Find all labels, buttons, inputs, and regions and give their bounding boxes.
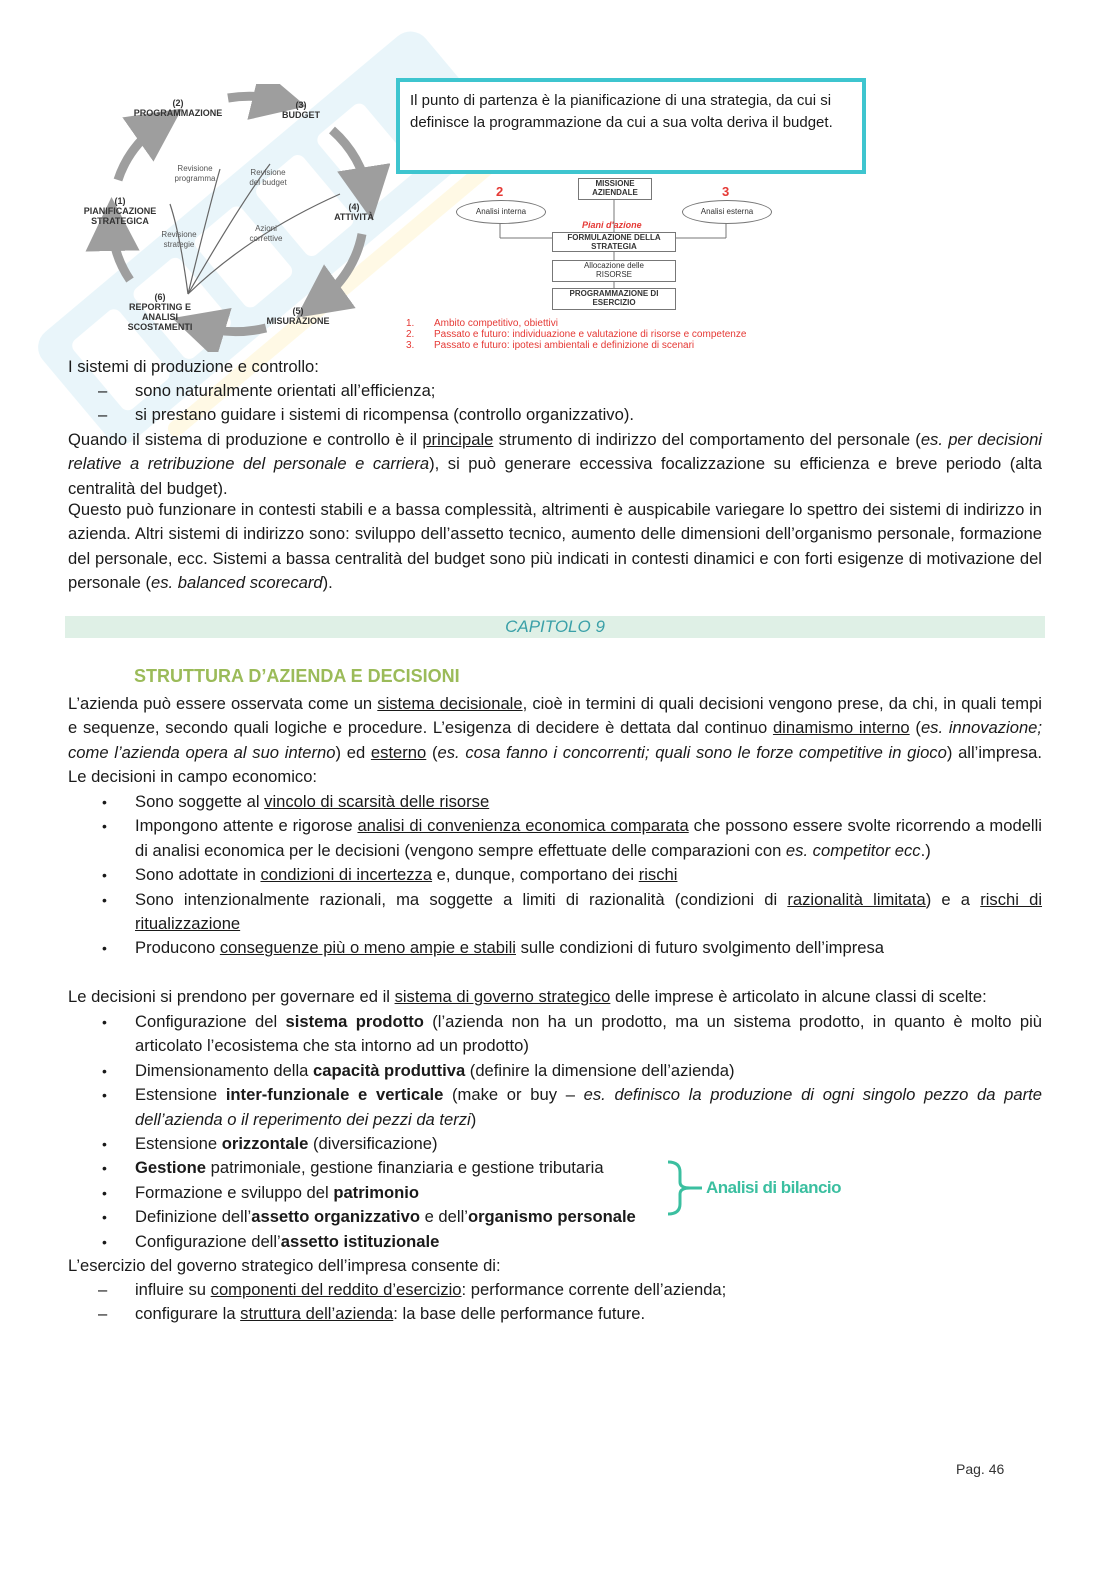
list-item: • Sono adottate in condizioni di incertezza e, dunque, comportano dei rischi	[102, 865, 678, 885]
analisi-bilancio-annotation: Analisi di bilancio	[706, 1178, 842, 1197]
cycle-step-reporting: (6) REPORTING E ANALISI SCOSTAMENTI	[127, 292, 193, 332]
list-item: • Impongono attente e rigorose analisi di convenienza economica comparata che possono essere svolte ricorrendo a modelli di analisi economica per le decisioni (vengono sempre effettuate delle comparazioni con es. competitor ecc.)	[102, 816, 1042, 860]
paragraph-5: Le decisioni si prendono per governare ed il sistema di governo strategico delle imprese è articolato in alcune classi di scelte:	[68, 987, 987, 1006]
list-item: • Estensione orizzontale (diversificazione)	[102, 1134, 438, 1154]
cycle-step-programmazione: (2) PROGRAMMAZIONE	[133, 98, 223, 118]
cycle-azioni-correttive: Azioni correttive	[249, 224, 283, 243]
dash-list-1	[68, 379, 1042, 428]
page-number: Pag. 46	[956, 1461, 1005, 1477]
list-item: – sono naturalmente orientati all’efficienza;	[98, 381, 436, 400]
legend-item: 2. Passato e futuro: individuazione e valutazione di risorse e competenze	[406, 329, 747, 340]
cycle-revisione-programma: Revisione programma	[174, 164, 216, 183]
cycle-step-budget: (3) BUDGET	[282, 100, 320, 120]
list-item: • Sono intenzionalmente razionali, ma soggette a limiti di razionalità (condizioni di razionalità limitata) e a rischi di ritualizzazione	[102, 889, 1043, 934]
list-item: • Estensione inter-funzionale e verticale (make or buy – es. definisco la produzione di ogni singolo pezzo da parte dell’azienda o il reperimento dei pezzi da terzi)	[102, 1085, 1042, 1129]
paragraph-2: Quando il sistema di produzione e controllo è il principale strumento di indirizzo del comportamento del personale (es. per decisioni relative a retribuzione del personale e carriera), si può generare eccessiva focalizzazione su efficienza e breve periodo (alta centralità del budget).	[68, 430, 1042, 498]
bullet-list-decisions	[68, 790, 1042, 961]
bullet-list-choices	[68, 1010, 1042, 1254]
chapter-header	[65, 616, 1045, 638]
analisi-esterna-oval: Analisi esterna	[682, 200, 772, 224]
list-item: • Gestione patrimoniale, gestione finanziaria e gestione tributaria	[102, 1158, 604, 1178]
legend-item: 1. Ambito competitivo, obiettivi	[406, 318, 558, 329]
allocazione-risorse-box: Allocazione delle RISORSE	[552, 260, 676, 282]
cycle-revisione-strategie: Revisione strategie	[161, 230, 197, 249]
planning-cycle-diagram	[70, 84, 390, 352]
list-item: • Formazione e sviluppo del patrimonio	[102, 1182, 420, 1202]
list-item: – si prestano guidare i sistemi di ricompensa (controllo organizzativo).	[98, 405, 634, 425]
formulazione-strategia-box: FORMULAZIONE DELLA STRATEGIA	[552, 232, 676, 252]
strategy-num-3: 3	[722, 184, 730, 199]
list-item: • Configurazione dell’assetto istituzionale	[102, 1231, 440, 1251]
strategy-num-2: 2	[496, 184, 504, 199]
strategy-legend	[406, 318, 746, 351]
list-item: • Configurazione del sistema prodotto (l’azienda non ha un prodotto, ma un sistema prodotto, in quanto è molto più articolato l’ecosistema che sta intorno ad un prodotto)	[102, 1012, 1043, 1056]
list-item: – configurare la struttura dell’azienda: la base delle performance future.	[98, 1304, 646, 1324]
list-item: – influire su componenti del reddito d’esercizio: performance corrente dell’azienda;	[98, 1280, 727, 1299]
piani-azione-label: Piani d'azione	[582, 220, 642, 230]
legend-item: 3. Passato e futuro: ipotesi ambientali e definizione di scenari	[406, 340, 695, 351]
paragraph-6: L’esercizio del governo strategico dell’impresa consente di:	[68, 1256, 501, 1275]
list-item: • Sono soggette al vincolo di scarsità delle risorse	[102, 792, 490, 811]
curly-bracket-icon	[664, 1160, 704, 1216]
analisi-interna-oval: Analisi interna	[456, 200, 546, 224]
dash-list-2	[68, 1278, 1042, 1327]
section-title: STRUTTURA D’AZIENDA E DECISIONI	[134, 666, 460, 686]
list-item: • Definizione dell’assetto organizzativo e dell’organismo personale	[102, 1207, 636, 1227]
cycle-step-pianificazione: (1) PIANIFICAZIONE STRATEGICA	[83, 196, 157, 226]
paragraph-4: L’azienda può essere osservata come un sistema decisionale, cioè in termini di quali decisioni vengono prese, da chi, in quali tempi e sequenze, secondo quali logiche e procedure. L’esigenza di decidere è dettata dal continuo dinamismo interno (es. innovazione; come l’azienda opera al suo interno) ed esterno (es. cosa fanno i concorrenti; quali sono le forze competitive in gioco) all’impresa. Le decisioni in campo economico:	[68, 694, 1043, 787]
cycle-step-attivita: (4) ATTIVITÀ	[334, 202, 374, 222]
callout-box: Il punto di partenza è la pianificazione di una strategia, da cui si definisce la programmazione da cui a sua volta deriva il budget.	[396, 78, 866, 174]
list-item: • Dimensionamento della capacità produttiva (definire la dimensione dell’azienda)	[102, 1060, 735, 1080]
list-item: • Producono conseguenze più o meno ampie e stabili sulle condizioni di futuro svolgimento dell’impresa	[102, 938, 885, 958]
paragraph-intro: I sistemi di produzione e controllo:	[68, 357, 319, 376]
cycle-revisione-budget: Revisione del budget	[249, 168, 287, 187]
missione-aziendale-box: MISSIONE AZIENDALE	[578, 178, 652, 200]
programmazione-esercizio-box: PROGRAMMAZIONE DI ESERCIZIO	[552, 288, 676, 310]
cycle-step-misurazione: (5) MISURAZIONE	[266, 306, 330, 326]
chapter-title: CAPITOLO 9	[505, 617, 605, 636]
paragraph-3: Questo può funzionare in contesti stabili e a bassa complessità, altrimenti è auspicabile variegare lo spettro dei sistemi di indirizzo in azienda. Altri sistemi di indirizzo sono: sviluppo dell’assetto tecnico, aumento delle dimensioni dell’organismo personale, formazione del personale, ecc. Sistemi a bassa centralità del budget sono più indicati in contesti dinamici e con forti esigenze di motivazione del personale (es. balanced scorecard).	[68, 500, 1042, 593]
